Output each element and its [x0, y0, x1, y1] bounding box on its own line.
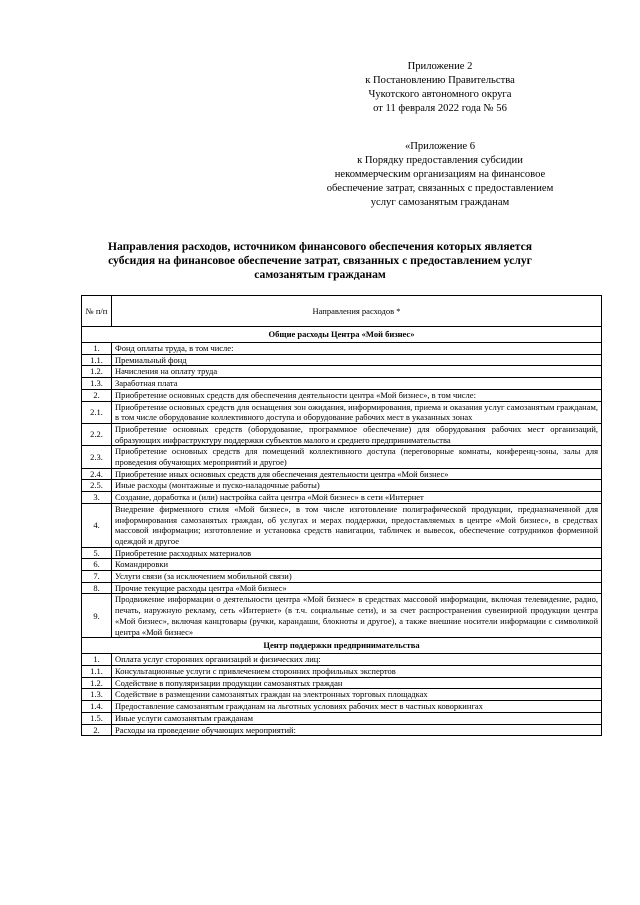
row-text: Услуги связи (за исключением мобильной связи): [112, 571, 602, 583]
row-number: 2.4.: [82, 468, 112, 480]
appendix-2-line: от 11 февраля 2022 года № 56: [373, 103, 507, 114]
table-row: [82, 559, 602, 571]
row-text: Продвижение информации о деятельности центра «Мой бизнес» в средствах массовой информации, включая телевидение, радио, печать, наружную рекламу, сеть «Интернет» (в т.ч. социальные сети), и за счет распространения сувенирной продукции центра «Мой бизнес», включая канцтовары (ручки, карандаши, блокноты и другое), а также внешние носители информации с символикой центра «Мой бизнес»: [112, 594, 602, 638]
row-text: Оплата услуг сторонних организаций и физических лиц:: [112, 654, 602, 666]
section-header-row: [82, 638, 602, 654]
row-number: 3.: [82, 492, 112, 504]
table-row: [82, 665, 602, 677]
row-number: 1.2.: [82, 366, 112, 378]
table-row: [82, 480, 602, 492]
row-text: Заработная плата: [112, 378, 602, 390]
table-row: [82, 547, 602, 559]
header-number: № п/п: [82, 296, 112, 327]
appendix-2-line: Приложение 2: [407, 61, 473, 72]
row-number: 1.1.: [82, 665, 112, 677]
row-text: Приобретение основных средств для оснащения зон ожидания, информирования, приема и оказания услуг самозанятым гражданам, в том числе оборудование коллективного доступа и оборудование рабочих мест в указанных зонах: [112, 401, 602, 423]
table-body: [82, 327, 602, 736]
row-number: 1.1.: [82, 354, 112, 366]
row-number: 1.2.: [82, 677, 112, 689]
row-text: Внедрение фирменного стиля «Мой бизнес», в том числе изготовление полиграфической продукции, предназначенной для информирования самозанятых граждан, об услугах и мерах поддержки, предоставляемых в центре «Мой бизнес», в средствах массовой информации; изготовление и установка средств навигации, табличек и вывесок, обеспечение сотрудников форменной одеждой и другое: [112, 503, 602, 547]
row-text: Создание, доработка и (или) настройка сайта центра «Мой бизнес» в сети «Интернет: [112, 492, 602, 504]
row-number: 1.: [82, 343, 112, 355]
row-text: Содействие в популяризации продукции самозанятых граждан: [112, 677, 602, 689]
row-text: Командировки: [112, 559, 602, 571]
table-row: [82, 446, 602, 468]
row-number: 9.: [82, 594, 112, 638]
row-number: 5.: [82, 547, 112, 559]
row-text: Содействие в размещении самозанятых граждан на электронных торговых площадках: [112, 689, 602, 701]
section-header-row: [82, 327, 602, 343]
table-row: [82, 571, 602, 583]
row-text: Предоставление самозанятым гражданам на льготных условиях рабочих мест в частных коворкингах: [112, 701, 602, 713]
row-number: 1.3.: [82, 689, 112, 701]
row-number: 1.4.: [82, 701, 112, 713]
section-title: Центр поддержки предпринимательства: [82, 638, 602, 654]
row-text: Приобретение расходных материалов: [112, 547, 602, 559]
row-number: 1.3.: [82, 378, 112, 390]
appendix-6-line: к Порядку предоставления субсидии: [357, 155, 523, 166]
row-text: Приобретение иных основных средств для обеспечения деятельности центра «Мой бизнес»: [112, 468, 602, 480]
row-number: 7.: [82, 571, 112, 583]
row-number: 4.: [82, 503, 112, 547]
table-row: [82, 712, 602, 724]
section-title: Общие расходы Центра «Мой бизнес»: [82, 327, 602, 343]
appendix-2-block: [290, 60, 590, 116]
appendix-6-line: «Приложение 6: [404, 141, 476, 152]
table-row: [82, 503, 602, 547]
row-number: 2.3.: [82, 446, 112, 468]
row-number: 2.: [82, 389, 112, 401]
row-number: 2.2.: [82, 423, 112, 445]
row-text: Прочие текущие расходы центра «Мой бизнес»: [112, 582, 602, 594]
table-row: [82, 654, 602, 666]
expense-directions-table: [81, 295, 602, 736]
table-row: [82, 594, 602, 638]
appendix-6-line: некоммерческим организациям на финансовое: [334, 169, 546, 180]
row-text: Расходы на проведение обучающих мероприятий:: [112, 724, 602, 736]
appendix-6-line: услуг самозанятым гражданам: [370, 197, 510, 208]
appendix-2-line: к Постановлению Правительства: [365, 75, 515, 86]
row-number: 2.5.: [82, 480, 112, 492]
row-number: 1.: [82, 654, 112, 666]
heading-line: самозанятым гражданам: [254, 268, 386, 281]
row-text: Приобретение основных средств для обеспечения деятельности центра «Мой бизнес», в том числе:: [112, 389, 602, 401]
table-row: [82, 582, 602, 594]
table-row: [82, 492, 602, 504]
row-text: Приобретение основных средств (оборудование, программное обеспечение) для оборудования рабочих мест организаций, образующих инфраструктуру поддержки субъектов малого и среднего предпринимательства: [112, 423, 602, 445]
appendix-6-line: обеспечение затрат, связанных с предоставлением: [326, 183, 554, 194]
row-number: 6.: [82, 559, 112, 571]
table-row: [82, 701, 602, 713]
header-directions: Направления расходов *: [112, 296, 602, 327]
table-row: [82, 401, 602, 423]
table-row: [82, 354, 602, 366]
heading-line: Направления расходов, источником финансового обеспечения которых является: [107, 240, 533, 253]
row-number: 2.1.: [82, 401, 112, 423]
row-text: Приобретение основных средств для помещений коллективного доступа (переговорные комнаты, конференц-зоны, залы для проведения обучающих мероприятий и другое): [112, 446, 602, 468]
table-row: [82, 468, 602, 480]
table-row: [82, 378, 602, 390]
row-number: 8.: [82, 582, 112, 594]
table-header-row: [82, 296, 602, 327]
appendix-6-block: [290, 140, 590, 210]
heading-line: субсидия на финансовое обеспечение затрат, связанных с предоставлением услуг: [108, 254, 532, 267]
table-row: [82, 423, 602, 445]
table-row: [82, 389, 602, 401]
row-text: Фонд оплаты труда, в том числе:: [112, 343, 602, 355]
row-text: Иные расходы (монтажные и пуско-наладочные работы): [112, 480, 602, 492]
row-text: Консультационные услуги с привлечением сторонних профильных экспертов: [112, 665, 602, 677]
appendix-2-line: Чукотского автономного округа: [368, 89, 512, 100]
table-row: [82, 343, 602, 355]
row-number: 1.5.: [82, 712, 112, 724]
row-text: Начисления на оплату труда: [112, 366, 602, 378]
table-row: [82, 724, 602, 736]
row-number: 2.: [82, 724, 112, 736]
row-text: Иные услуги самозанятым гражданам: [112, 712, 602, 724]
row-text: Премиальный фонд: [112, 354, 602, 366]
table-row: [82, 689, 602, 701]
document-heading: [70, 240, 570, 282]
table-row: [82, 366, 602, 378]
table-row: [82, 677, 602, 689]
